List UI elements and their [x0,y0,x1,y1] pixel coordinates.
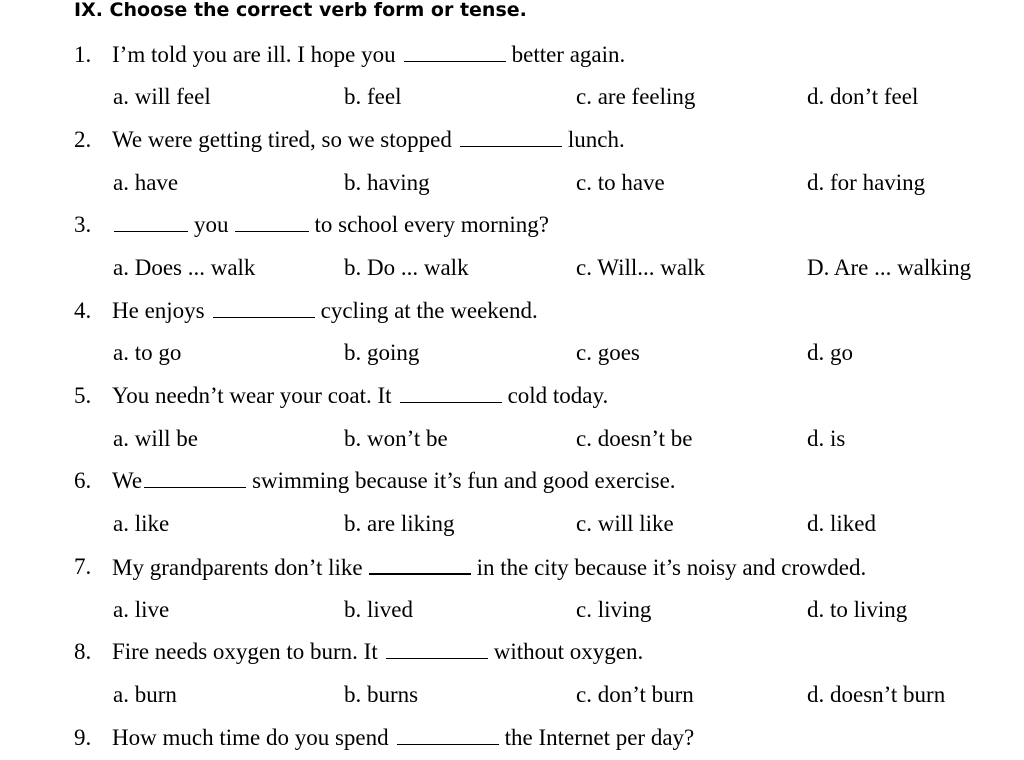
options-4 [0,338,1024,368]
option-d[interactable]: d. don’t feel [807,84,919,109]
question-text [112,552,866,583]
question-text-after: swimming because it’s fun and good exercise. [252,468,676,493]
option-d[interactable]: d. liked [807,511,876,536]
options-7 [0,595,1024,625]
option-d[interactable]: D. Are ... walking [807,255,972,280]
option-c[interactable]: c. goes [576,340,640,365]
option-b[interactable]: b. lived [344,597,413,622]
question-number: 4. [74,298,92,323]
question-text [112,296,538,326]
option-a[interactable]: a. have [113,170,179,195]
answer-blank[interactable] [386,637,488,659]
option-c[interactable]: c. are feeling [576,84,696,109]
question-text-before: How much time do you spend [112,725,389,750]
question-text [112,637,643,667]
question-text-before: We [112,468,143,493]
options-5 [0,424,1024,454]
option-a[interactable]: a. will be [113,426,198,451]
option-c[interactable]: c. Will... walk [576,255,705,280]
options-1 [0,82,1024,112]
question-text [112,125,625,155]
question-number: 7. [74,554,92,579]
question-text-after: lunch. [567,127,625,152]
question-text-before: We were getting tired, so we stopped [112,127,452,152]
question-text-after: cycling at the weekend. [320,298,538,323]
question-text [112,466,676,496]
question-number: 6. [74,468,92,493]
question-text-after: cold today. [507,383,609,408]
question-text-after: better again. [511,42,626,67]
option-d[interactable]: d. for having [807,170,926,195]
options-2 [0,168,1024,198]
answer-blank[interactable] [144,466,246,488]
option-b[interactable]: b. having [344,170,430,195]
question-text-after: to school every morning? [314,212,549,237]
question-text-before: He enjoys [112,298,205,323]
answer-blank-2[interactable] [235,210,309,232]
question-number: 5. [74,383,92,408]
question-number: 2. [74,127,92,152]
question-text-before: Fire needs oxygen to burn. It [112,639,378,664]
answer-blank[interactable] [397,723,499,745]
options-8 [0,680,1024,710]
option-d[interactable]: d. go [807,340,853,365]
question-text-before: My grandparents don’t like [112,555,363,580]
option-c[interactable]: c. doesn’t be [576,426,693,451]
option-d[interactable]: d. to living [807,597,908,622]
option-b[interactable]: b. burns [344,682,419,707]
question-text-before: I’m told you are ill. I hope you [112,42,396,67]
option-b[interactable]: b. going [344,340,420,365]
option-d[interactable]: d. doesn’t burn [807,682,946,707]
answer-blank[interactable] [369,552,471,575]
question-number: 3. [74,212,92,237]
options-6 [0,509,1024,539]
option-a[interactable]: a. live [113,597,170,622]
question-text-after: in the city because it’s noisy and crowded. [476,555,867,580]
option-a[interactable]: a. burn [113,682,177,707]
option-c[interactable]: c. to have [576,170,665,195]
question-text-after: without oxygen. [493,639,644,664]
exercise-heading: IX. Choose the correct verb form or tense. [74,0,527,21]
question-number: 1. [74,42,92,67]
option-c[interactable]: c. don’t burn [576,682,694,707]
answer-blank[interactable] [400,381,502,403]
question-text-before: You needn’t wear your coat. It [112,383,392,408]
answer-blank[interactable] [460,125,562,147]
option-b[interactable]: b. won’t be [344,426,448,451]
question-number: 8. [74,639,92,664]
option-b[interactable]: b. feel [344,84,402,109]
question-number: 9. [74,725,92,750]
option-a[interactable]: a. Does ... walk [113,255,256,280]
option-a[interactable]: a. like [113,511,170,536]
option-b[interactable]: b. Do ... walk [344,255,469,280]
question-text [112,40,625,70]
option-a[interactable]: a. will feel [113,84,211,109]
answer-blank[interactable] [404,40,506,62]
option-c[interactable]: c. living [576,597,652,622]
question-text [112,723,694,753]
option-b[interactable]: b. are liking [344,511,455,536]
option-a[interactable]: a. to go [113,340,182,365]
answer-blank[interactable] [213,296,315,318]
question-text-after: the Internet per day? [504,725,695,750]
option-d[interactable]: d. is [807,426,846,451]
option-c[interactable]: c. will like [576,511,674,536]
question-text [112,381,608,411]
question-text-middle: you [194,212,229,237]
options-3 [0,253,1024,283]
question-text [112,210,549,240]
answer-blank-1[interactable] [114,210,188,232]
